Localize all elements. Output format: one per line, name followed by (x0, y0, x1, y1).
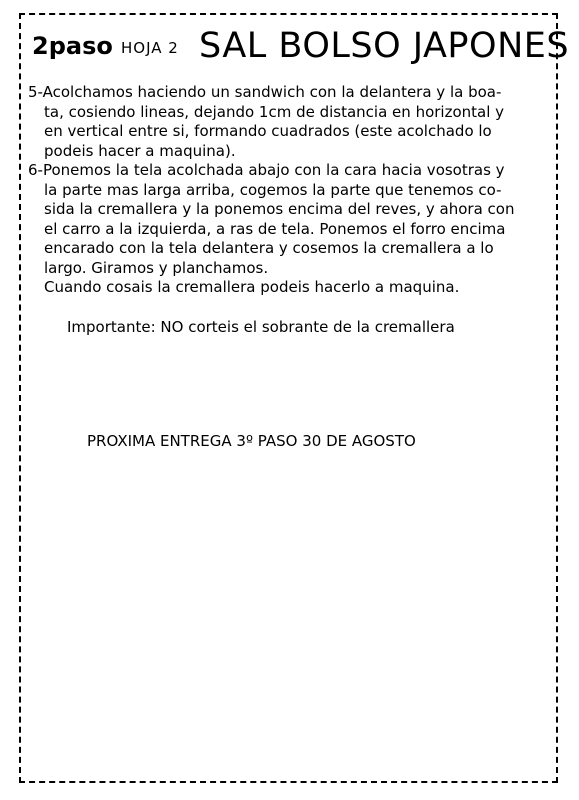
step-label: 2paso (32, 32, 113, 60)
instruction-line: la parte mas larga arriba, cogemos la parte que tenemos co- (44, 180, 502, 199)
instruction-line: el carro a la izquierda, a ras de tela. Ponemos el forro encima (44, 219, 506, 238)
page-header (32, 26, 570, 70)
instruction-line: 5-Acolchamos haciendo un sandwich con la delantera y la boa- (28, 83, 502, 101)
instruction-line: encarado con la tela delantera y cosemos la cremallera a lo (44, 239, 494, 257)
instruction-line: sida la cremallera y la ponemos encima del reves, y ahora con (44, 200, 515, 218)
instruction-line: en vertical entre si, formando cuadrados (este acolchado lo (44, 122, 492, 140)
instructions (28, 83, 548, 298)
instruction-line: largo. Giramos y planchamos. (44, 258, 269, 277)
instruction-line: 6-Ponemos la tela acolchada abajo con la cara hacia vosotras y (28, 161, 505, 179)
instruction-line: ta, cosiendo lineas, dejando 1cm de distancia en horizontal y (44, 102, 505, 121)
next-delivery-note: PROXIMA ENTREGA 3º PASO 30 DE AGOSTO (87, 432, 416, 450)
important-note: Importante: NO corteis el sobrante de la cremallera (67, 318, 455, 336)
instruction-line: Cuando cosais la cremallera podeis hacerlo a maquina. (44, 278, 460, 296)
page-title: SAL BOLSO JAPONES (199, 26, 570, 66)
instruction-line: podeis hacer a maquina). (44, 141, 236, 160)
sheet-label: HOJA 2 (121, 39, 179, 57)
